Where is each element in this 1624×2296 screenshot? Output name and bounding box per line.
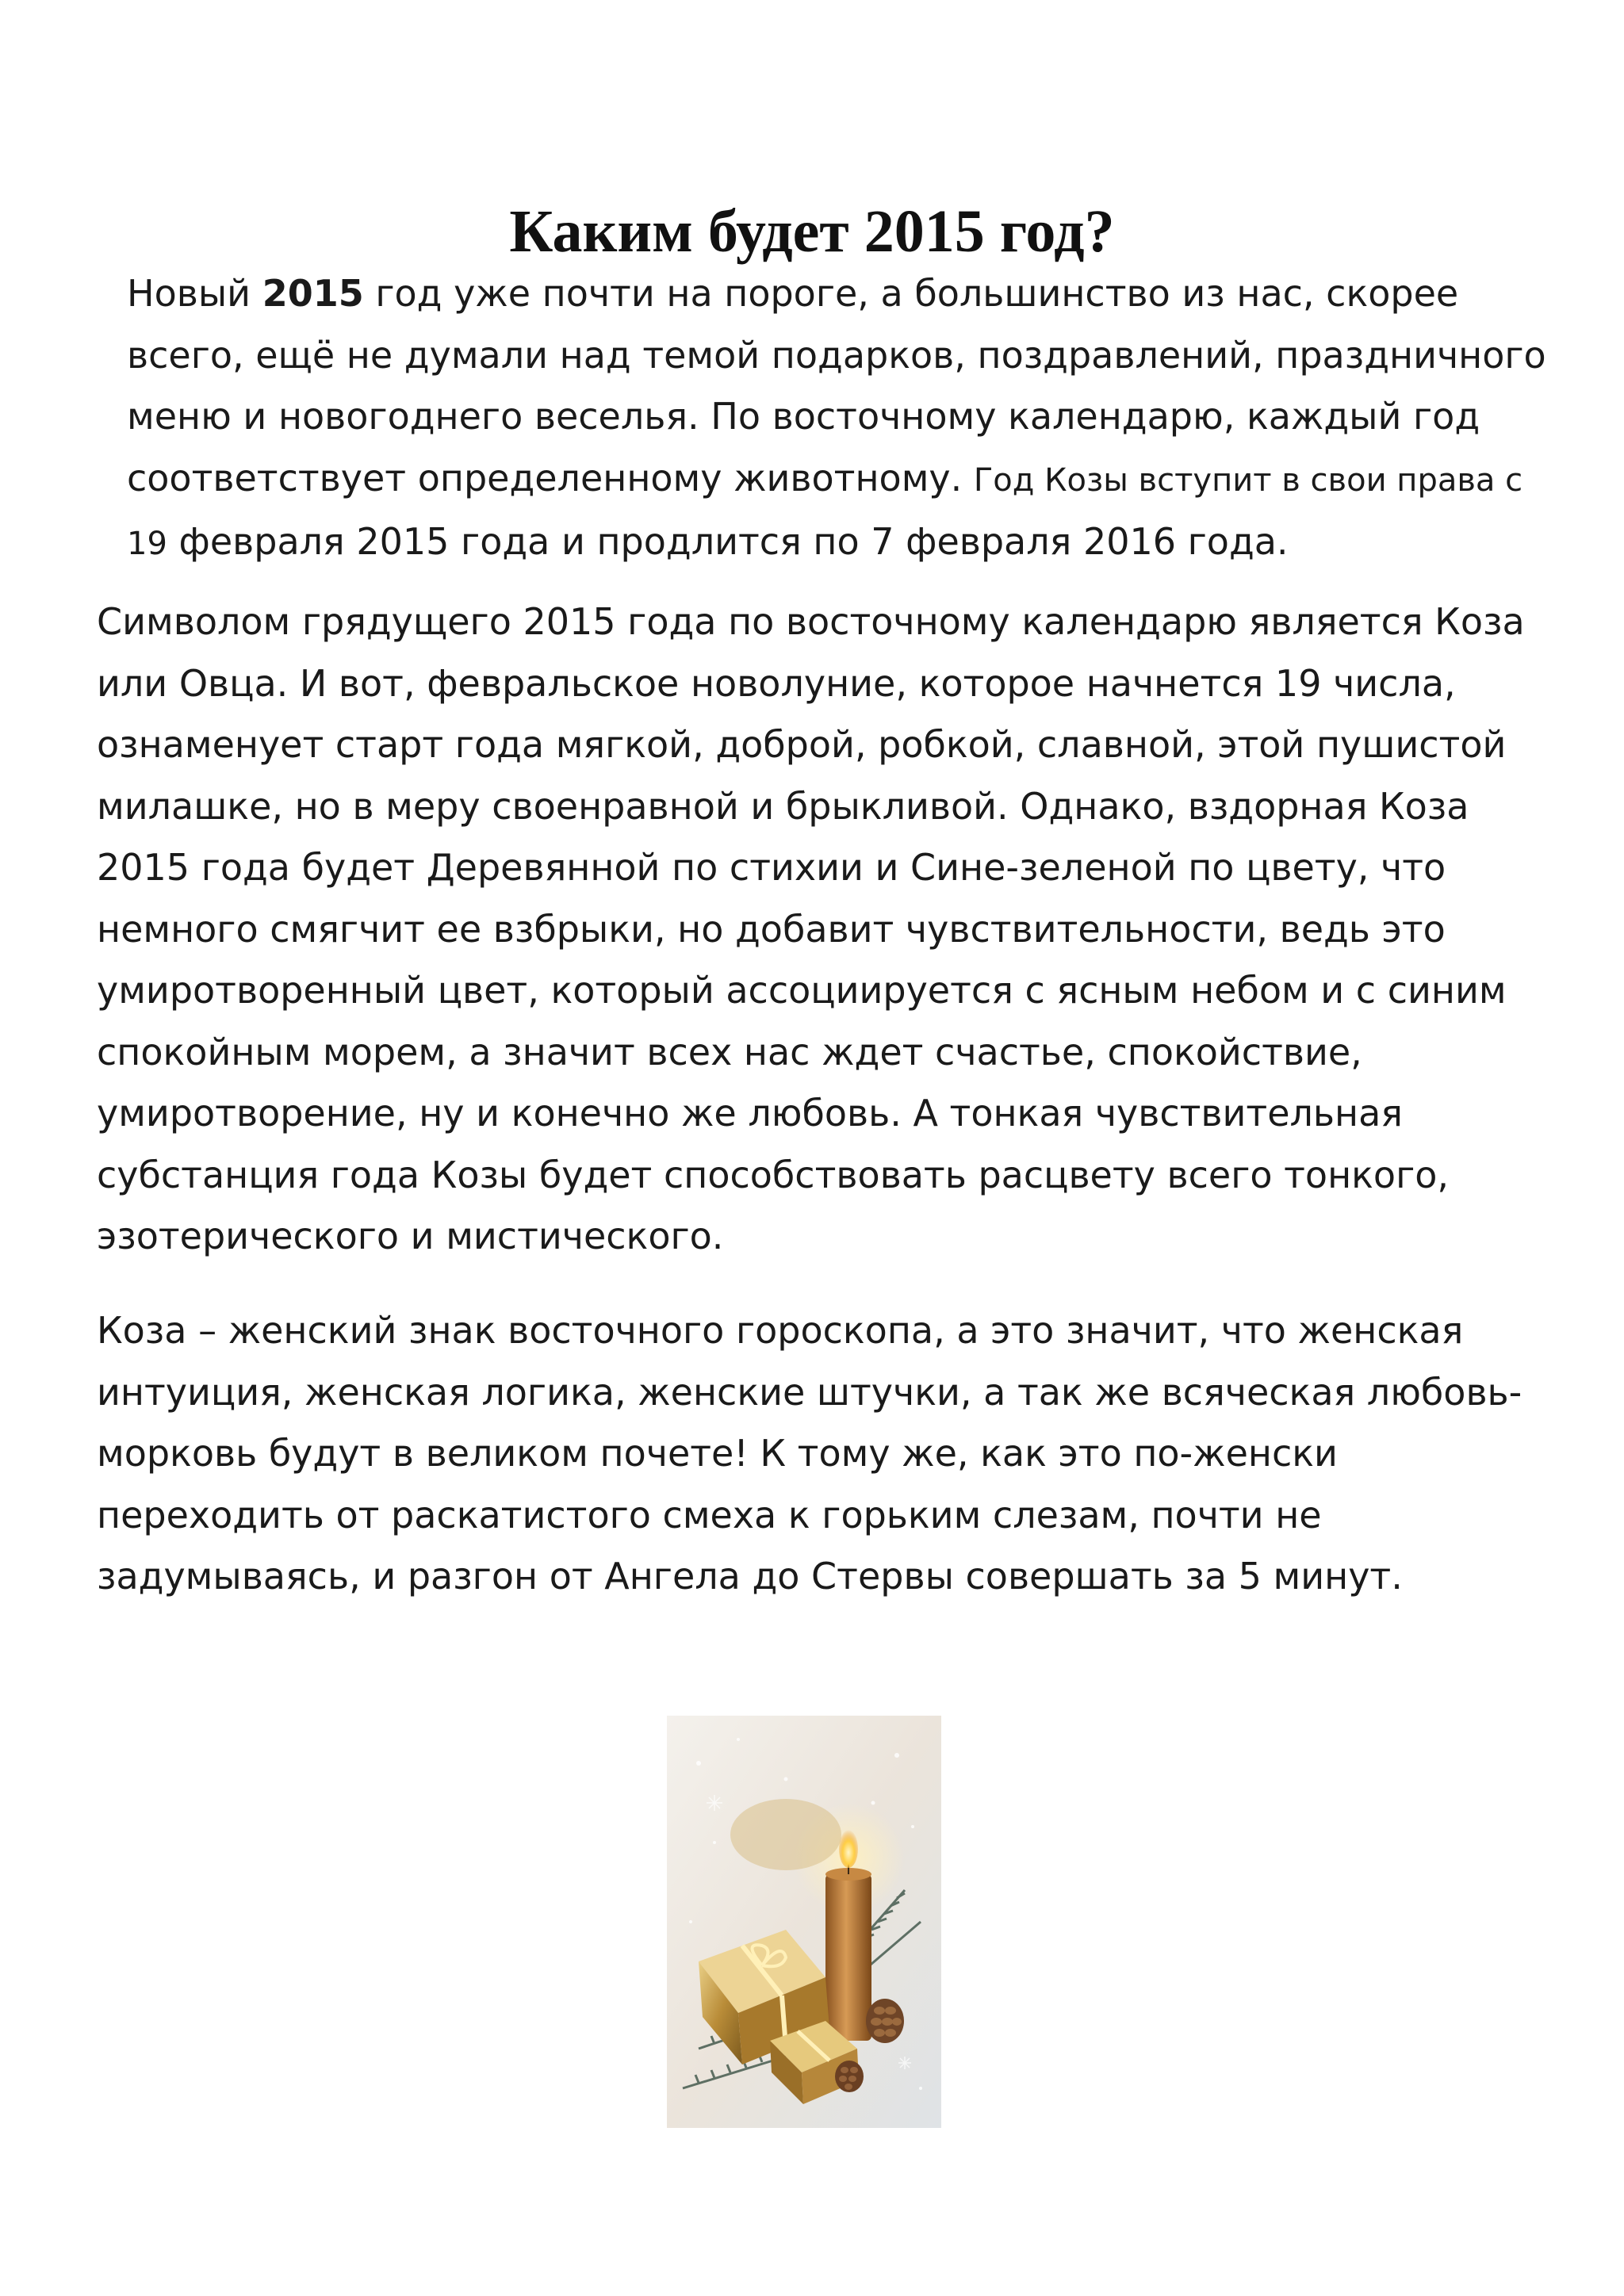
pinecone-small-icon bbox=[835, 2061, 864, 2092]
page-title: Каким будет 2015 год? bbox=[509, 197, 1115, 265]
paragraph-feminine-text: Коза – женский знак восточного гороскопа, а это значит, что женская интуиция, женская логика, женские штучки, а так же всяческая любовь-морковь будут в великом почете! К тому же, как это по-женски переходить от раскатистого смеха к горьким слезам, почти не задумываясь, и разгон от Ангела до Стервы совершать за 5 минут. bbox=[97, 1309, 1522, 1598]
paragraph-symbol-text: Символом грядущего 2015 года по восточному календарю является Коза или Овца. И вот, февральское новолуние, которое начнется 19 числа, ознаменует старт года мягкой, доброй, робкой, славной, этой пушистой милашке, но в меру своенравной и брыкливой. Однако, вздорная Коза 2015 года будет Деревянной по стихии и Сине-зеленой по цвету, что немного смягчит ее взбрыки, но добавит чувствительности, ведь это умиротворенный цвет, который ассоциируется с ясным небом и с синим спокойным морем, а значит всех нас ждет счастье, спокойствие, умиротворение, ну и конечно же любовь. А тонкая чувствительная субстанция года Козы будет способствовать расцвету всего тонкого, эзотерического и мистического. bbox=[97, 600, 1525, 1257]
illustration-svg bbox=[667, 1716, 941, 2128]
year-highlight: 2015 bbox=[262, 272, 364, 315]
paragraph-feminine bbox=[97, 1300, 1548, 1608]
paragraph-intro-text: год уже почти на пороге, а большинство из нас, скорее всего, ещё не думали над темой подарков, поздравлений, праздничного меню и новогоднего веселья. По восточному календарю, каждый год соответствует определенному животному. bbox=[127, 272, 1546, 499]
paragraph-intro-start: Новый bbox=[127, 272, 262, 315]
candle-gifts-pinecones-image bbox=[667, 1716, 941, 2128]
paragraph-intro-tail: февраля 2015 года и продлится по 7 февраля 2016 года. bbox=[167, 520, 1289, 563]
candle bbox=[825, 1874, 871, 2041]
paragraph-intro bbox=[97, 263, 1548, 576]
flame-icon bbox=[839, 1830, 858, 1868]
pinecone-icon bbox=[866, 1999, 904, 2043]
paragraph-symbol bbox=[97, 591, 1548, 1268]
paragraph-intro-small-text: Год Козы вступит в свои права с 19 bbox=[127, 461, 1523, 562]
background-ornament bbox=[730, 1799, 841, 1870]
